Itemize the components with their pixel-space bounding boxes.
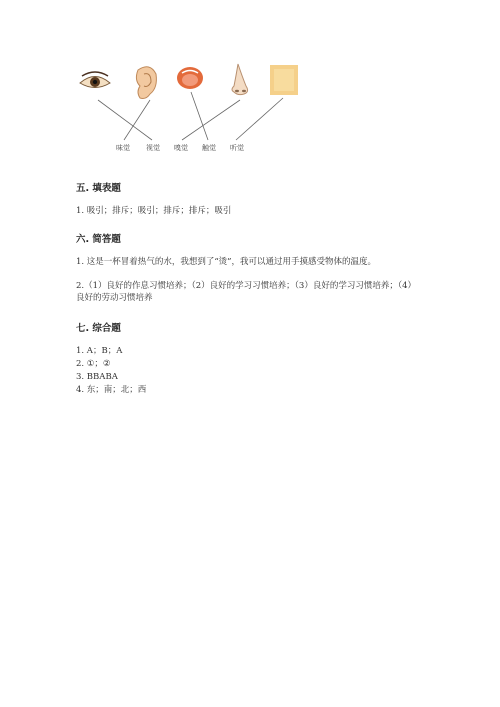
nose-icon bbox=[232, 64, 248, 95]
eye-icon bbox=[78, 64, 112, 98]
matching-figure bbox=[0, 0, 500, 170]
section-5-answer-1: 1. 吸引；排斥；吸引；排斥；排斥；吸引 bbox=[76, 206, 232, 216]
matching-lines bbox=[98, 92, 283, 140]
section-6-title: 六. 简答题 bbox=[76, 234, 121, 245]
section-6-answer-1: 1. 这是一杯冒着热气的水，我想到了“烫”，我可以通过用手摸感受物体的温度。 bbox=[76, 257, 377, 267]
sense-label-touch: 触觉 bbox=[202, 144, 216, 152]
sense-label-hearing: 听觉 bbox=[230, 144, 244, 152]
tongue-icon bbox=[177, 67, 203, 89]
hand-skin-icon bbox=[270, 65, 298, 95]
sense-label-taste: 味觉 bbox=[116, 144, 130, 152]
section-7-title: 七. 综合题 bbox=[76, 323, 121, 334]
sense-label-sight: 视觉 bbox=[146, 144, 160, 152]
sense-label-smell: 嗅觉 bbox=[174, 144, 188, 152]
section-5-title: 五. 填表题 bbox=[76, 183, 121, 194]
section-7-answer-3: 3. BBABA bbox=[76, 372, 118, 382]
ear-icon bbox=[136, 67, 156, 99]
section-6-answer-2: 2.（1）良好的作息习惯培养；（2）良好的学习习惯培养；（3）良好的学习习惯培养；（4）良好的劳动习惯培养 bbox=[76, 281, 416, 303]
section-7-answer-1: 1. A；B；A bbox=[76, 346, 123, 356]
section-7-answer-4: 4. 东；南；北；西 bbox=[76, 385, 147, 395]
section-7-answer-2: 2. ①；② bbox=[76, 359, 111, 369]
